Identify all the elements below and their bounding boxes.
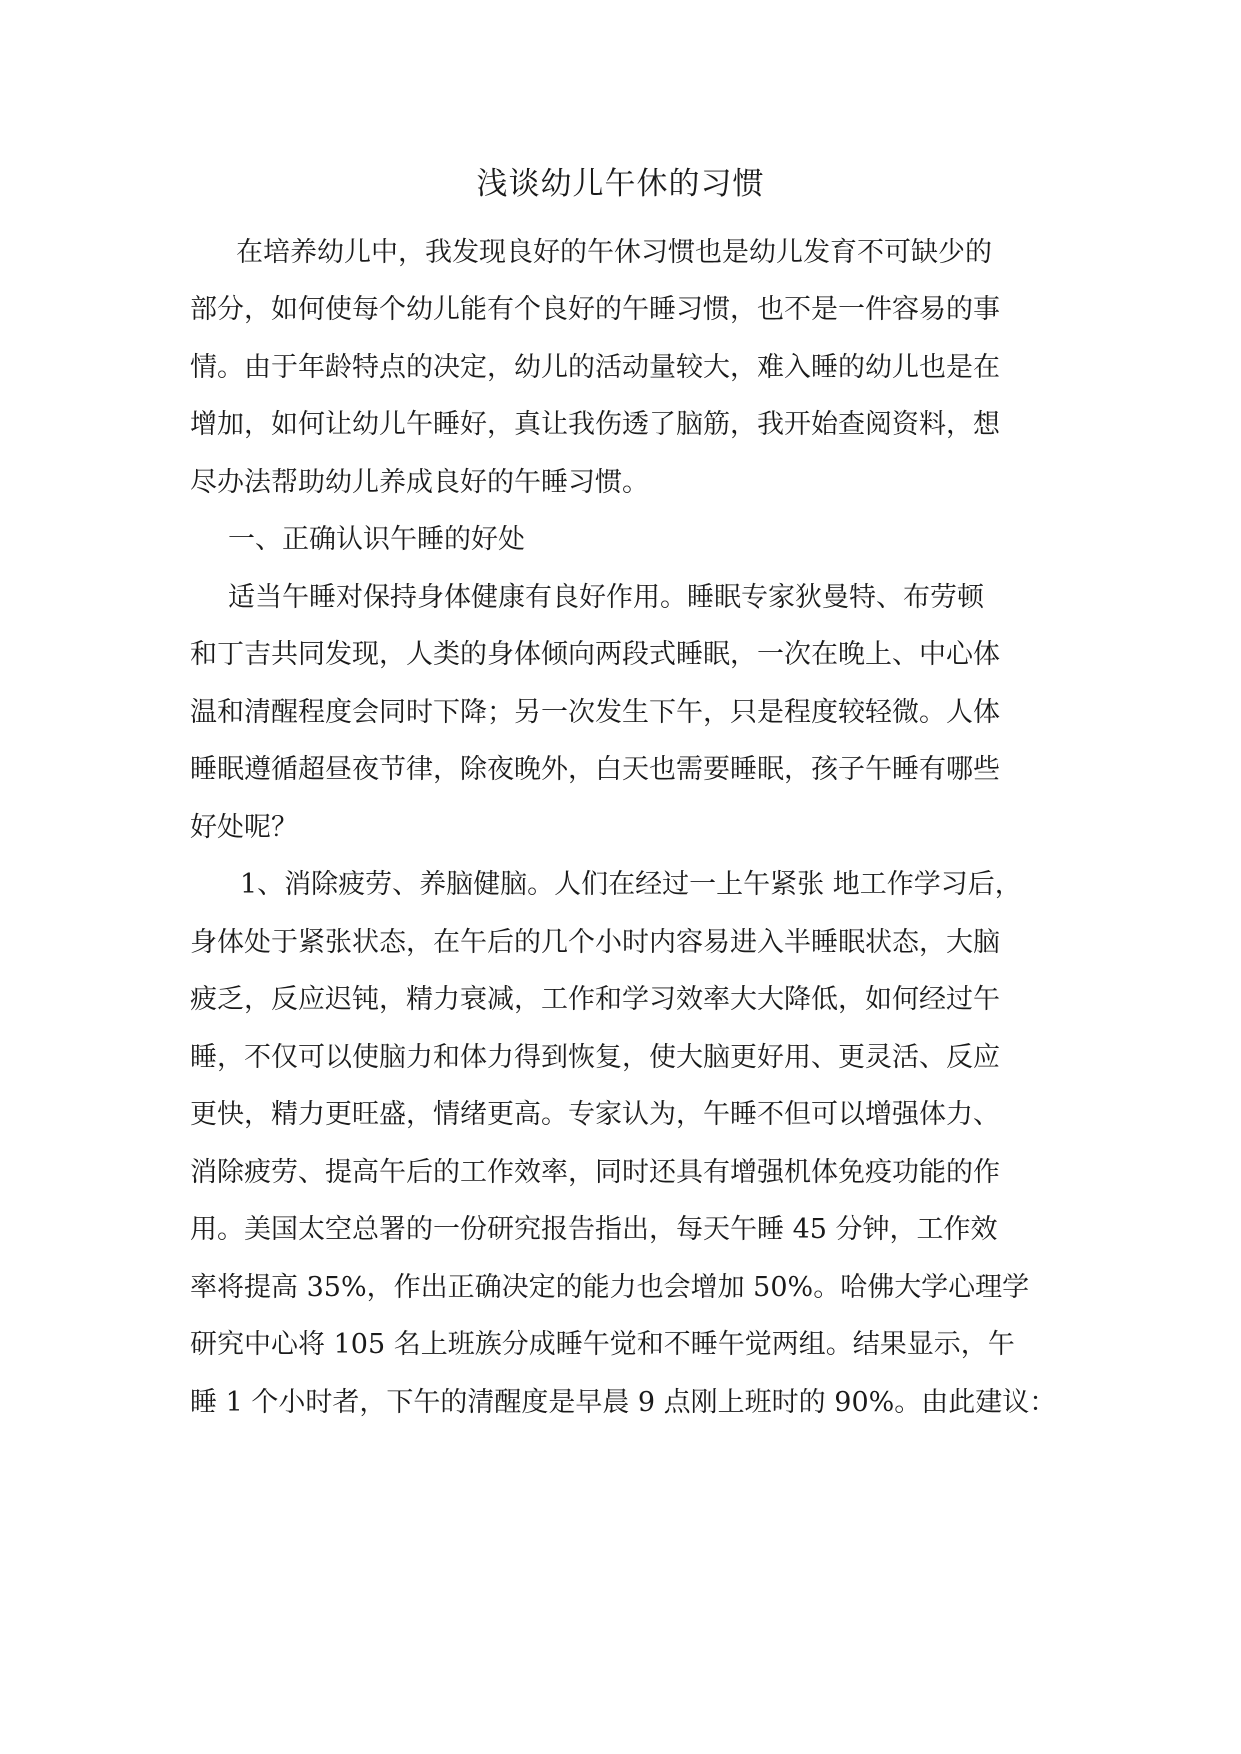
paragraph-line: 情。由于年龄特点的决定，幼儿的活动量较大，难入睡的幼儿也是在 — [190, 352, 1000, 383]
paragraph-line: 用。美国太空总署的一份研究报告指出，每天午睡 45 分钟，工作效 — [190, 1214, 998, 1245]
paragraph-line: 疲乏，反应迟钝，精力衰减，工作和学习效率大大降低，如何经过午 — [190, 984, 1000, 1015]
paragraph-line: 身体处于紧张状态，在午后的几个小时内容易进入半睡眠状态，大脑 — [190, 927, 1000, 958]
paragraph-line: 睡，不仅可以使脑力和体力得到恢复，使大脑更好用、更灵活、反应 — [190, 1042, 1000, 1073]
paragraph-line: 部分，如何使每个幼儿能有个良好的午睡习惯，也不是一件容易的事 — [190, 294, 1000, 325]
paragraph-line: 增加，如何让幼儿午睡好，真让我伤透了脑筋，我开始查阅资料，想 — [190, 409, 1000, 440]
paragraph-line: 1、消除疲劳、养脑健脑。人们在经过一上午紧张 地工作学习后， — [240, 869, 1022, 900]
paragraph-line: 消除疲劳、提高午后的工作效率，同时还具有增强机体免疫功能的作 — [190, 1157, 1000, 1188]
paragraph-line: 温和清醒程度会同时下降；另一次发生下午，只是程度较轻微。人体 — [190, 697, 1000, 728]
paragraph-line: 在培养幼儿中，我发现良好的午休习惯也是幼儿发育不可缺少的 — [236, 237, 992, 268]
paragraph-line: 和丁吉共同发现，人类的身体倾向两段式睡眠，一次在晚上、中心体 — [190, 639, 1000, 670]
paragraph-line: 适当午睡对保持身体健康有良好作用。睡眠专家狄曼特、布劳顿 — [228, 582, 984, 613]
paragraph-line: 睡 1 个小时者，下午的清醒度是早晨 9 点刚上班时的 90%。由此建议： — [190, 1387, 1057, 1418]
paragraph-line: 更快，精力更旺盛，情绪更高。专家认为，午睡不但可以增强体力、 — [190, 1099, 1000, 1130]
paragraph-line: 率将提高 35%，作出正确决定的能力也会增加 50%。哈佛大学心理学 — [190, 1272, 1030, 1303]
paragraph-line: 好处呢？ — [190, 812, 298, 843]
paragraph-line: 尽办法帮助幼儿养成良好的午睡习惯。 — [190, 467, 649, 498]
paragraph-line: 研究中心将 105 名上班族分成睡午觉和不睡午觉两组。结果显示，午 — [190, 1329, 1015, 1360]
page-title: 浅谈幼儿午休的习惯 — [476, 166, 765, 202]
paragraph-line: 睡眠遵循超昼夜节律，除夜晚外，白天也需要睡眠，孩子午睡有哪些 — [190, 754, 1000, 785]
section-heading: 一、正确认识午睡的好处 — [228, 524, 525, 555]
